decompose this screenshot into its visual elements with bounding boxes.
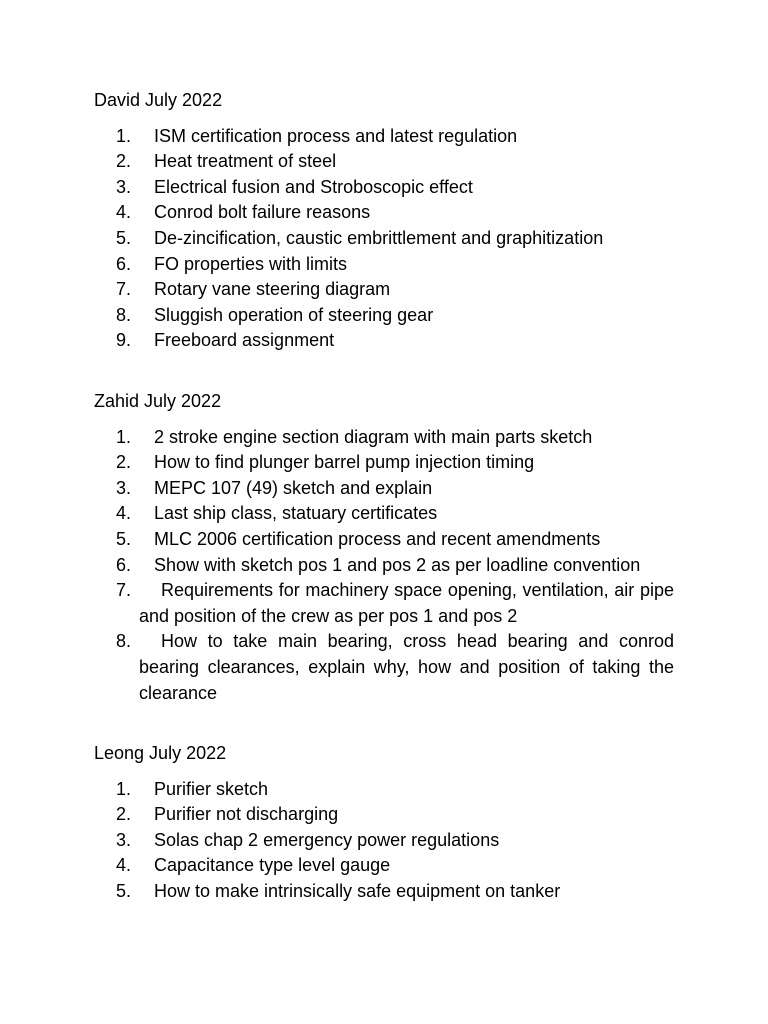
section-title: David July 2022 (94, 90, 223, 110)
item-text: 2 stroke engine section diagram with main parts sketch (154, 426, 593, 447)
list-item (94, 303, 694, 329)
item-text: How to take main bearing, cross head bearing and conrod bearing clearances, explain why, how and position of taking the clearance (139, 631, 674, 703)
question-list (94, 124, 694, 354)
item-number: 8. (116, 304, 132, 325)
item-text: Capacitance type level gauge (154, 855, 391, 876)
list-item (94, 277, 694, 303)
item-text: MLC 2006 certification process and recent amendments (154, 528, 601, 549)
item-text: Purifier not discharging (154, 804, 339, 825)
item-text: How to make intrinsically safe equipment on tanker (154, 880, 561, 901)
item-number: 2. (116, 452, 132, 473)
list-item (94, 777, 694, 803)
list-item (94, 328, 694, 354)
item-number: 3. (116, 829, 132, 850)
section-zahid (94, 389, 694, 706)
item-text: Heat treatment of steel (154, 151, 337, 172)
list-item (94, 425, 694, 451)
item-number: 4. (116, 202, 132, 223)
list-item (94, 252, 694, 278)
item-number: 7. (116, 279, 132, 300)
item-number: 4. (116, 855, 132, 876)
item-text: Conrod bolt failure reasons (154, 202, 371, 223)
question-list (94, 425, 694, 707)
item-number: 8. (116, 631, 132, 652)
list-item (94, 149, 694, 175)
item-number: 9. (116, 330, 132, 351)
item-text: MEPC 107 (49) sketch and explain (154, 477, 433, 498)
list-item (94, 450, 694, 476)
item-number: 2. (116, 804, 132, 825)
item-number: 1. (116, 125, 132, 146)
item-number: 1. (116, 426, 132, 447)
item-number: 6. (116, 253, 132, 274)
list-item (94, 175, 694, 201)
item-text: Electrical fusion and Stroboscopic effect (154, 176, 473, 197)
item-text: ISM certification process and latest regulation (154, 125, 518, 146)
item-number: 5. (116, 528, 132, 549)
item-text: Show with sketch pos 1 and pos 2 as per loadline convention (154, 554, 641, 575)
item-number: 4. (116, 503, 132, 524)
section-leong (94, 741, 694, 905)
item-text: Purifier sketch (154, 778, 269, 799)
item-text: Sluggish operation of steering gear (154, 304, 434, 325)
section-david (94, 88, 694, 354)
item-text: Last ship class, statuary certificates (154, 503, 438, 524)
question-list (94, 777, 694, 905)
list-item (94, 802, 694, 828)
item-number: 5. (116, 227, 132, 248)
list-item (94, 501, 694, 527)
list-item (94, 476, 694, 502)
item-text: Freeboard assignment (154, 330, 335, 351)
list-item (94, 879, 694, 905)
section-title: Zahid July 2022 (94, 391, 222, 411)
item-text: How to find plunger barrel pump injection timing (154, 452, 535, 473)
item-number: 2. (116, 151, 132, 172)
section-title: Leong July 2022 (94, 743, 227, 763)
list-item (94, 200, 694, 226)
list-item (94, 527, 694, 553)
item-text: Solas chap 2 emergency power regulations (154, 829, 500, 850)
item-text: Requirements for machinery space opening, ventilation, air pipe and position of the crew as per pos 1 and pos 2 (139, 580, 674, 626)
item-text: FO properties with limits (154, 253, 348, 274)
list-item (94, 226, 694, 252)
item-number: 5. (116, 880, 132, 901)
item-number: 7. (116, 580, 132, 601)
list-item (94, 629, 674, 706)
item-number: 3. (116, 477, 132, 498)
list-item (94, 124, 694, 150)
item-number: 3. (116, 176, 132, 197)
item-number: 6. (116, 554, 132, 575)
list-item (94, 828, 694, 854)
item-text: Rotary vane steering diagram (154, 279, 391, 300)
item-number: 1. (116, 778, 132, 799)
list-item (94, 578, 674, 629)
list-item (94, 553, 694, 579)
item-text: De-zincification, caustic embrittlement and graphitization (154, 227, 604, 248)
list-item (94, 853, 694, 879)
